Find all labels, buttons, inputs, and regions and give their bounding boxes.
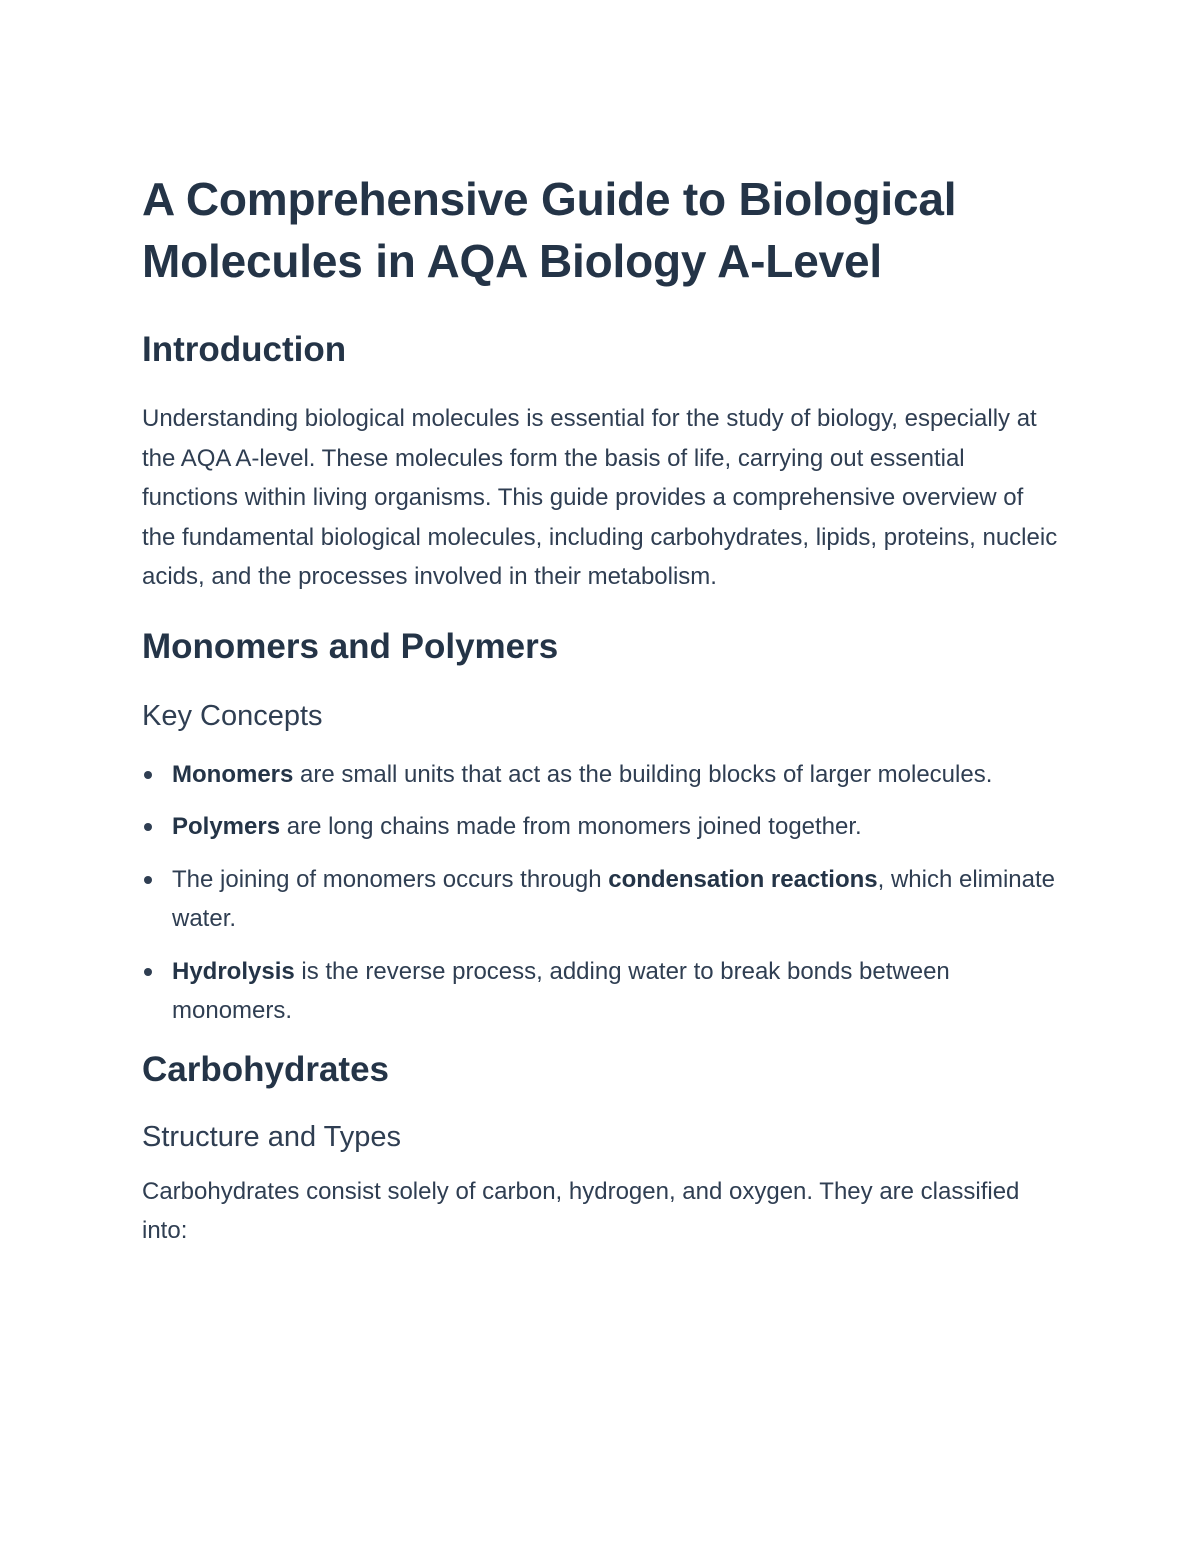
page-title (142, 168, 1060, 292)
carbohydrates-paragraph: Carbohydrates consist solely of carbon, hydrogen, and oxygen. They are classified into: (142, 1177, 1020, 1244)
page-title-line-2: Molecules in AQA Biology A-Level (142, 235, 882, 287)
introduction-heading: Introduction (142, 330, 347, 369)
list-item (142, 755, 1060, 795)
list-item-post: is the reverse process, adding water to break bonds between monomers. (172, 957, 950, 1024)
list-item-post: are long chains made from monomers joined together. (280, 813, 862, 840)
introduction-paragraph: Understanding biological molecules is essential for the study of biology, especially at the AQA A-level. These molecules form the basis of life, carrying out essential functions within living organisms. This guide provides a comprehensive overview of the fundamental biological molecules, including carbohydrates, lipids, proteins, nucleic acids, and the processes involved in their metabolism. (142, 405, 1058, 590)
list-item (142, 860, 1060, 939)
key-concepts-list (142, 755, 1060, 1031)
monomers-polymers-heading: Monomers and Polymers (142, 626, 559, 666)
list-item-pre: The joining of monomers occurs through (172, 865, 609, 893)
key-concepts-subheading: Key Concepts (142, 699, 323, 732)
list-item-term: condensation reactions (608, 865, 878, 893)
structure-types-subheading: Structure and Types (142, 1120, 402, 1153)
list-item-term: Monomers (172, 760, 294, 788)
page-title-line-1: A Comprehensive Guide to Biological (142, 173, 957, 225)
list-item-term: Polymers (172, 813, 281, 840)
list-item-term: Hydrolysis (172, 957, 295, 985)
list-item (142, 952, 1060, 1031)
list-item (142, 807, 1060, 847)
list-item-post: , which eliminate water. (172, 865, 1056, 932)
list-item-post: are small units that act as the building blocks of larger molecules. (293, 760, 993, 788)
carbohydrates-heading: Carbohydrates (142, 1049, 390, 1089)
